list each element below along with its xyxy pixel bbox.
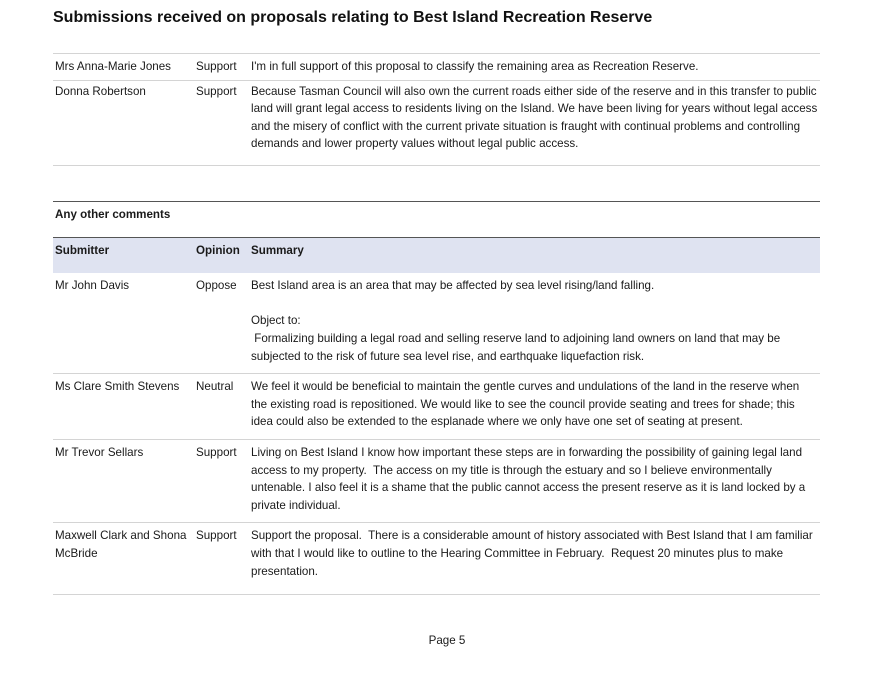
submitter-cell: Maxwell Clark and Shona McBride: [53, 523, 194, 595]
summary-line: [251, 295, 818, 313]
submitter-cell: Donna Robertson: [53, 80, 194, 165]
opinion-cell: Support: [194, 439, 249, 522]
opinion-cell: Neutral: [194, 374, 249, 440]
summary-line: Object to:: [251, 314, 301, 328]
summary-line: We feel it would be beneficial to maintain the gentle curves and undulations of the land in the reserve when the existing road is repositioned. We would like to see the council provide seating and trees for shade; this idea could also be extended to the esplanade where we only have one set of seating at present.: [251, 380, 803, 429]
submitter-cell: Ms Clare Smith Stevens: [53, 374, 194, 440]
section-heading: Any other comments: [53, 202, 820, 238]
summary-cell: Because Tasman Council will also own the current roads either side of the reserve and in this transfer to public land will grant legal access to residents living on the Island. We have been living for years without legal access and the misery of conflict with the current private situation is fraught with continual problems and controlling demands and lower property values without legal public access.: [249, 80, 820, 165]
submissions-table-proposal: [53, 53, 820, 166]
table-row: [53, 374, 820, 440]
submitter-cell: Mrs Anna-Marie Jones: [53, 54, 194, 81]
table-row: [53, 439, 820, 522]
table-row: [53, 523, 820, 595]
opinion-cell: Oppose: [194, 273, 249, 373]
summary-cell: [249, 439, 820, 522]
summary-line: Support the proposal. There is a considerable amount of history associated with Best Island that I am familiar with that I would like to outline to the Hearing Committee in February. Request 20 minutes plus to make presentation.: [251, 529, 816, 578]
opinion-cell: Support: [194, 80, 249, 165]
summary-line: Best Island area is an area that may be affected by sea level rising/land falling.: [251, 279, 655, 293]
submitter-cell: Mr Trevor Sellars: [53, 439, 194, 522]
table-row: [53, 273, 820, 373]
table-row: [53, 80, 820, 165]
summary-line: Living on Best Island I know how important these steps are in forwarding the possibility of gaining legal land access to my property. The access on my title is through the estuary and so I believe environmentally untenable. I also feel it is a shame that the public cannot access the present reserve as it is land locked by a private individual.: [251, 445, 809, 512]
summary-line: Formalizing building a legal road and selling reserve land to adjoining land owners on land that may be subjected to the risk of future sea level rise, and earthquake liquefaction risk.: [251, 331, 784, 363]
opinion-cell: Support: [194, 54, 249, 81]
submitter-cell: Mr John Davis: [53, 273, 194, 373]
summary-cell: [249, 273, 820, 373]
opinion-cell: Support: [194, 523, 249, 595]
other-comments-table: [53, 201, 820, 595]
page-title: Submissions received on proposals relating to Best Island Recreation Reserve: [53, 9, 653, 26]
page-number: Page 5: [428, 634, 466, 647]
section-heading-row: [53, 202, 820, 238]
summary-cell: [249, 374, 820, 440]
column-header-submitter: Submitter: [53, 237, 194, 273]
column-header-opinion: Opinion: [194, 237, 249, 273]
table-header-row: [53, 237, 820, 273]
summary-cell: [249, 523, 820, 595]
table-row: [53, 54, 820, 81]
summary-cell: I'm in full support of this proposal to classify the remaining area as Recreation Reserve.: [249, 54, 820, 81]
column-header-summary: Summary: [249, 237, 820, 273]
